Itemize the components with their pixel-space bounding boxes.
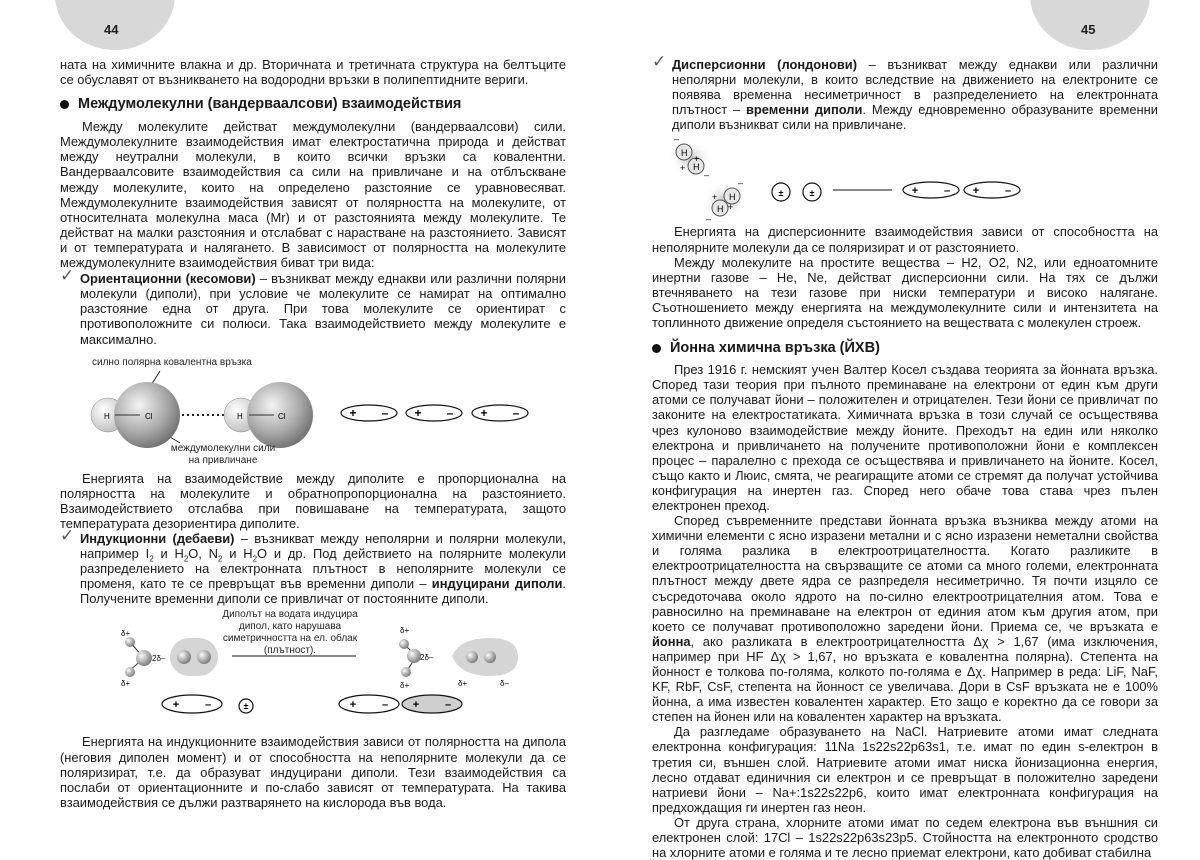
figure-induced-dipole	[60, 608, 566, 732]
section-title: Междумолекулни (вандерваалсови) взаимодействия	[78, 96, 462, 113]
bottom-minus-2: –	[381, 699, 389, 712]
tdipole-minus-2: –	[1004, 185, 1012, 198]
bottom-minus-3: –	[444, 699, 452, 712]
induction-energy-paragraph: Енергията на индукционните взаимодействия зависи от полярността на дипола (неговия диполен момент) и от способността на неполярните молекули да се поляризират, т.е. да образуват индуцирани диполи. Тези взаимодействия са послаби от ориентационните и по-слабо зависят от температурата. На такива взаимодействия се дължи разтварянето на кислорода във вода.	[60, 734, 566, 810]
tdipole-plus-2: +	[972, 185, 980, 198]
subscript: 2	[252, 554, 258, 564]
check-icon: ✓	[60, 266, 75, 287]
neutral-plus-minus: ±	[243, 701, 249, 712]
two-delta-minus: 2δ–	[152, 654, 166, 664]
nacl-sodium-paragraph: Да разгледаме образуването на NaCl. Натриевите атоми имат следната електронна конфигурация: 11Na 1s22s22p63s1, т.е. имат по един s-електрон в третия си, външен слой. Натриевите атоми имат ниска йонизационна енергия, лесно отдават единичния си електрон и се превръщат в положително заредени натриеви йони – Na+:1s22s22p6, които имат електронната конфигурация на предхождащия ги инертен газ неон.	[652, 724, 1158, 815]
tdipole-minus-1: –	[943, 185, 951, 198]
ionic-text: Според съвременните представи йонната връзка възниква между атоми на химични елементи с ясно изразени метални и с ясно изразени неметални свойства и голяма разлика в електроотрицателността. Когато разликите в електроотрицателността на свързващите се атоми са много големи, електронната плътност между двете ядра се разпределя несиметрично. Тя почти изцяло се съсредоточава около ядрото на по-силно електроотрицателния атом. Това е равносилно на преминаване на електрон от единия атом към другия атом, при което се получават противоположно заредени йони. Приема се, че връзката е	[652, 513, 1158, 634]
dipole-minus-3: –	[512, 405, 520, 420]
dipole-plus-3: +	[480, 405, 488, 420]
induction-text: – възникват между неполярни и полярни молекули, например I	[80, 530, 567, 562]
charge-plus-4: +	[728, 202, 734, 213]
neutral-1: ±	[778, 188, 784, 199]
bottom-plus-3: +	[412, 699, 420, 712]
h-atom-4: H	[717, 204, 724, 215]
label-intermolecular-forces: междумолекулни сили на привличане	[170, 442, 276, 466]
label-water-dipole: Диполът на водата индуцира дипол, като нарушава симетричността на ел. облак (плътност).	[222, 609, 358, 657]
dipole-minus-1: –	[381, 405, 389, 420]
h-atom-2: H	[693, 162, 700, 173]
atom-label-h1: H	[104, 411, 110, 421]
ionic-text: , ако разликата в електроотрицателността Δχ > 1,67 (има изключения, например при HF Δχ > 1,67, но връзката е ковалентна полярна). Степента на йонност е толкова по-голяма, колкото по-голяма е Δχ. Например в реда: LiF, NaF, KF, RbF, CsF, степента на йонност се увеличава. Дори в CsF връзката не е 100% йонна, а има известен ковалентен характер. Ето защо е коректно да се говори за степен на йонен или на ковалентен характер на връзката.	[652, 633, 1158, 725]
page-number-right: 45	[1081, 22, 1096, 37]
charge-minus-4: –	[706, 214, 712, 225]
temporary-dipoles-term: временни диполи	[746, 102, 863, 118]
induction-term: Индукционни (дебаеви)	[80, 530, 235, 546]
bullet-icon	[60, 100, 69, 109]
delta-plus-bottom: δ+	[121, 679, 131, 689]
charge-minus-3: –	[738, 178, 744, 189]
induced-dipoles-term: индуцирани диполи	[431, 576, 563, 592]
subscript: 2	[218, 554, 223, 564]
delta-plus-bottom-2: δ+	[400, 681, 410, 691]
orientation-term: Ориентационни (кесомови)	[80, 271, 256, 287]
dispersion-term: Дисперсионни (лондонови)	[672, 57, 857, 72]
ionic-term: йонна	[652, 633, 691, 649]
induction-text: . Получените временни диполи се привличат от постоянните диполи.	[80, 576, 567, 607]
check-icon: ✓	[652, 52, 667, 72]
page-number-left: 44	[104, 22, 119, 37]
dipole-plus-2: +	[414, 405, 422, 420]
charge-minus-1: –	[674, 134, 680, 145]
charge-plus-1: +	[694, 154, 700, 165]
ionic-modern-paragraph	[652, 513, 1158, 724]
atom-label-cl2: Cl	[278, 411, 286, 421]
induced-delta-minus: δ–	[500, 679, 509, 689]
charge-plus-3: +	[712, 192, 718, 203]
left-page	[60, 57, 566, 810]
section-heading-intermolecular	[60, 95, 566, 113]
h-atom-1: H	[681, 148, 688, 159]
induction-text: и H	[222, 546, 253, 562]
orientation-text: – възникват между еднакви или различни полярни молекули (диполи), при условие че молекулите се намират на оптимално разстояние една от друга. При това молекулите се ориентират с противоположните си полюси. Така взаимодействието между молекулите е максимално.	[80, 271, 566, 347]
induction-text: O и др. Под действието на полярните молекули разпределението на електронната плътност в неполярните молекули се променя, като те се превръщат във временни диполи –	[80, 546, 566, 592]
dipole-energy-paragraph: Енергията на взаимодействие между диполите е пропорционална на полярността на молекулите и обратнопропорционална на разстоянието. Взаимодействието отслабва при повишаване на температурата, защото температурата дезориентира диполите.	[60, 470, 566, 531]
induction-text: и H	[153, 546, 184, 562]
tdipole-plus-1: +	[911, 185, 919, 198]
figure-hcl-dipoles	[60, 351, 566, 469]
induced-delta-plus: δ+	[458, 679, 468, 689]
bottom-minus-1: –	[204, 699, 212, 712]
bullet-icon	[652, 344, 661, 353]
delta-plus-top-2: δ+	[400, 626, 410, 636]
dispersion-text: . Между едновременно образуваните временни диполи възникват сили на привличане.	[672, 102, 1158, 133]
dispersion-item	[652, 52, 1158, 133]
orientation-item	[60, 266, 566, 347]
intermolecular-paragraph: Между молекулите действат междумолекулни (вандерваалсови) сили. Междумолекулните взаимодействия имат електростатична природа и действат между неутрални молекули, в които всички връзки са ковалентни. Вандерваалсовите взаимодействия са сили на привличане и на отблъскване между молекулите, които на определено разстояние се уравновесяват. Междумолекулните взаимодействия зависят от полярността на молекулите, от относителната молекулна маса (Mr) и от разстоянията между молекулите. Те действат на малки разстояния и отслабват с нарастване на разстоянието. Зависят и от температурата и налягането. В зависимост от полярността на молекулите междумолекулните взаимодействия биват три вида:	[60, 119, 566, 271]
subscript: 2	[149, 554, 154, 564]
dispersion-text: – възникват между еднакви или различни неполярни молекули, в които вследствие на движението на електроните се появява временна несиметричност в разпределението на електронната плътност –	[672, 57, 1158, 118]
atom-label-cl1: Cl	[145, 411, 153, 421]
simple-substances-paragraph: Между молекулите на простите вещества – H2, O2, N2, или едноатомните инертни газове – He, Ne, действат дисперсионни сили. На тях се дължи втечняването на тези газове при ниски температури и високо налягане. Съотношението между енергията на междумолекулните сили и интензитета на топлинното движение определя състоянието на веществата с молекулен строеж.	[652, 254, 1158, 331]
neutral-2: ±	[809, 188, 815, 199]
dipole-plus-1: +	[349, 405, 357, 420]
ionic-section-title: Йонна химична връзка (ЙХВ)	[670, 340, 880, 357]
label-polar-bond: силно полярна ковалентна връзка	[92, 356, 252, 368]
charge-plus-2: +	[680, 163, 686, 174]
temporary-dipoles-diagram	[652, 134, 1158, 224]
delta-plus-top: δ+	[121, 629, 131, 639]
bottom-plus-2: +	[349, 699, 357, 712]
intro-paragraph: ната на химичните влакна и др. Вторичната и третичната структура на белтъците се обуславят от възникването на водородни връзки в полипептидните вериги.	[60, 57, 566, 88]
check-icon: ✓	[60, 525, 75, 546]
section-heading-ionic	[652, 339, 1158, 357]
ionic-history-paragraph: През 1916 г. немският учен Валтер Косел създава теорията за йонната връзка. Според тази теория при пълното преминаване на електрони от един към други атоми се получават йони – положителен и отрицателен. Тези йони се привличат по законите на електростатиката. Химичната връзка в този случай се осъществява чрез кулоново взаимодействие между йоните. Преходът на един или няколко електрона и привличането на получените противоположни йони е комплексен процес – паралелно с прехода се осъществява и привличането на йоните. Косел, също както и Люис, смята, че реагиращите атоми се стремят да получат устойчива конфигурация на инертен газ. Според него обаче това става чрез пълен електронен преход.	[652, 362, 1158, 513]
bottom-plus-1: +	[172, 699, 180, 712]
h-atom-3: H	[729, 192, 736, 203]
dipole-chain	[341, 405, 528, 421]
induction-text: O, N	[188, 546, 218, 562]
charge-minus-2: –	[704, 170, 710, 181]
dispersion-energy-paragraph: Енергията на дисперсионните взаимодействия зависи от способността на неполярните молекули да се поляризират и от разстоянието.	[652, 224, 1158, 255]
nacl-chlorine-paragraph: От друга страна, хлорните атоми имат по седем електрона във външния си електронен слой: 17Cl – 1s22s22p63s23p5. Стойността на електронното сродство на хлорните атоми е голяма и те лесно приемат електрони, като добиват стабилна	[652, 814, 1158, 860]
induction-item	[60, 525, 567, 607]
figure-temporary-dipoles	[652, 134, 1158, 224]
right-page	[652, 52, 1158, 860]
dipole-minus-2: –	[446, 405, 454, 420]
atom-label-h2: H	[237, 411, 243, 421]
two-delta-minus-2: 2δ–	[420, 653, 434, 663]
subscript: 2	[183, 554, 189, 564]
